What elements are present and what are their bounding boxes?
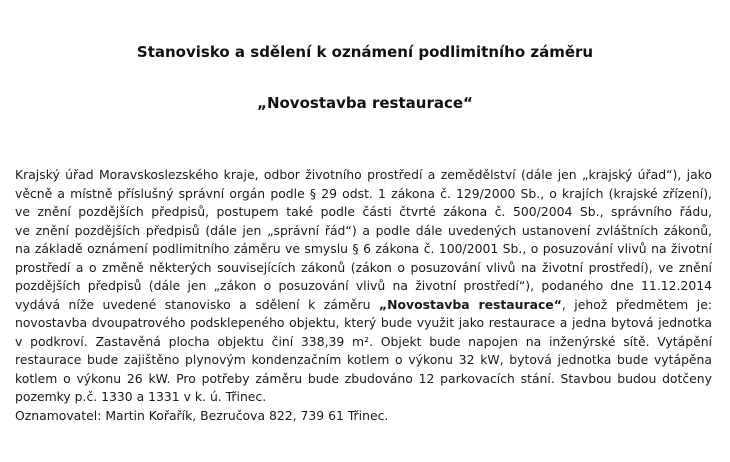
body-line-with-bold: [15, 296, 712, 315]
body-line: novostavba dvoupatrového podsklepeného objektu, který bude využit jako restaurace a jedna bytová jednotka: [15, 315, 712, 330]
document-title: Stanovisko a sdělení k oznámení podlimitního záměru: [136, 43, 594, 61]
body-line: pozdějších předpisů (dále jen „zákon o posuzování vlivů na životní prostředí“), podaného dne 11.12.2014: [15, 278, 712, 293]
body-line: věcně a místně příslušný správní orgán podle § 29 odst. 1 zákona č. 129/2000 Sb., o krajích (krajské zřízení),: [15, 185, 712, 201]
body-line: prostředí a o změně některých souvisejících zákonů (zákon o posuzování vlivů na životní prostředí), ve znění: [15, 259, 712, 275]
body-line-last: pozemky p.č. 1330 a 1331 v k. ú. Třinec.: [15, 389, 267, 404]
line-text-before: vydává níže uvedené stanovisko a sdělení k záměru: [15, 296, 371, 312]
body-line: na základě oznámení podlimitního záměru ve smyslu § 6 zákona č. 100/2001 Sb., o posuzování vlivů na životní: [15, 241, 712, 256]
body-line: ve znění pozdějších předpisů, postupem také podle části čtvrté zákona č. 500/2004 Sb., správního řádu,: [15, 204, 712, 219]
project-name-title: „Novostavba restaurace“: [257, 94, 473, 112]
body-line: ve znění pozdějších předpisů (dále jen „správní řád“) a podle dále uvedených ustanovení zvláštních zákonů,: [15, 222, 712, 238]
document-body: [15, 166, 712, 425]
body-line: restaurace bude zajištěno plynovým kondenzačním kotlem o výkonu 32 kW, bytová jednotka bude vytápěna: [15, 352, 712, 367]
line-text-after: , jehož předmětem je:: [561, 296, 712, 312]
body-line: v podkroví. Zastavěná plocha objektu činí 338,39 m². Objekt bude napojen na inženýrské sítě. Vytápění: [15, 333, 712, 349]
applicant-line: Oznamovatel: Martin Kořařík, Bezručova 822, 739 61 Třinec.: [15, 407, 389, 423]
body-line: Krajský úřad Moravskoslezského kraje, odbor životního prostředí a zemědělství (dále jen „krajský úřad“), jako: [15, 167, 712, 182]
body-line: kotlem o výkonu 26 kW. Pro potřeby záměru bude zbudováno 12 parkovacích stání. Stavbou budou dotčeny: [15, 370, 712, 386]
project-name-bold: „Novostavba restaurace“: [379, 296, 562, 312]
